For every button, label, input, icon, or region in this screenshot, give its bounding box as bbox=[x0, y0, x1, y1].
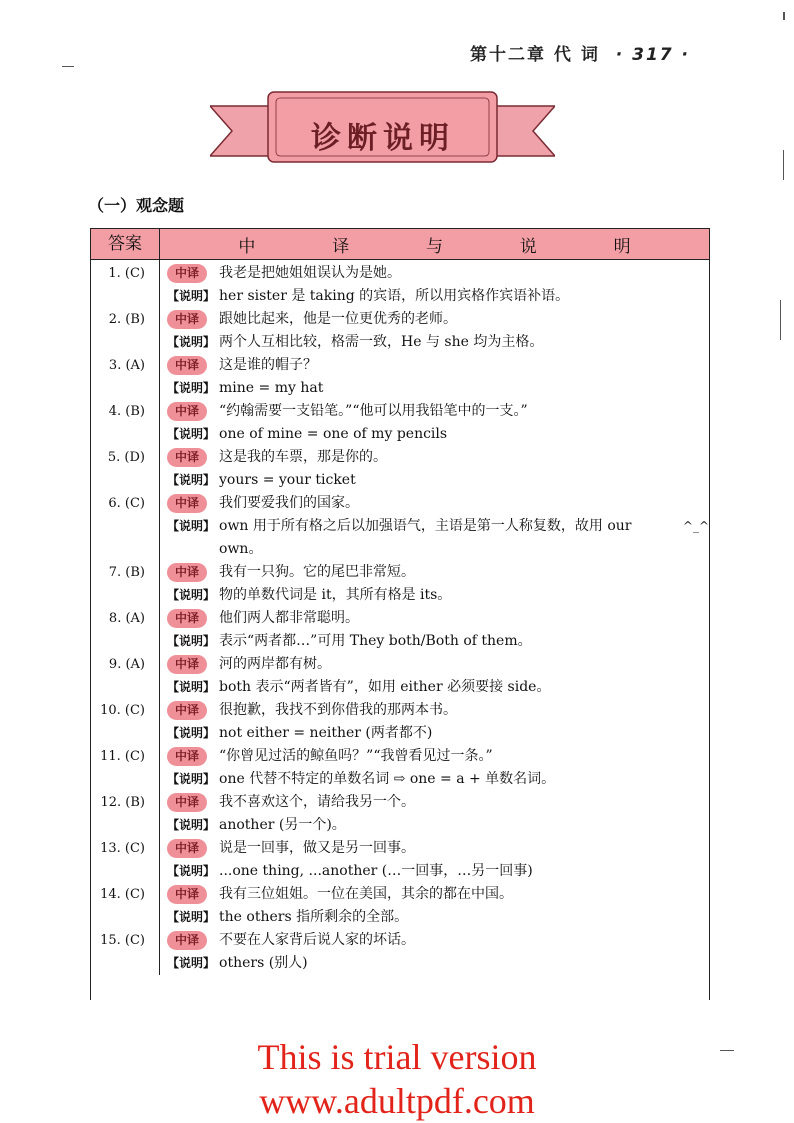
translation-text: 他们两人都非常聪明。 bbox=[219, 610, 359, 626]
answer-number: 15. (C) bbox=[100, 933, 145, 948]
translation-line bbox=[167, 561, 709, 584]
translation-line bbox=[167, 699, 709, 722]
note-label: 【说明】 bbox=[167, 680, 216, 694]
header-char: 说 bbox=[519, 236, 537, 257]
translation-tag: 中译 bbox=[167, 356, 207, 375]
translation-line bbox=[167, 837, 709, 860]
header-char: 中 bbox=[238, 236, 256, 257]
note-label: 【说明】 bbox=[167, 818, 216, 832]
running-header bbox=[470, 40, 690, 65]
translation-line bbox=[167, 607, 709, 630]
table-row bbox=[91, 561, 709, 607]
answer-explanation bbox=[159, 492, 709, 561]
answer-explanation bbox=[159, 837, 709, 883]
translation-text: 我们要爱我们的国家。 bbox=[219, 495, 359, 511]
table-row bbox=[91, 791, 709, 837]
note-label: 【说明】 bbox=[167, 864, 216, 878]
note-line bbox=[167, 630, 709, 653]
note-text: both 表示“两者皆有”，如用 either 必须要接 side。 bbox=[219, 679, 551, 695]
answer-explanation bbox=[159, 400, 709, 446]
translation-tag: 中译 bbox=[167, 448, 207, 467]
note-text: one 代替不特定的单数名词 ⇨ one = a + 单数名词。 bbox=[219, 771, 556, 787]
note-label: 【说明】 bbox=[167, 473, 216, 487]
page-number: · 317 · bbox=[615, 45, 691, 65]
table-row bbox=[91, 308, 709, 354]
note-line bbox=[167, 906, 709, 929]
answer-explanation bbox=[159, 929, 709, 975]
note-text: the others 指所剩余的全部。 bbox=[219, 909, 409, 925]
translation-tag: 中译 bbox=[167, 402, 207, 421]
translation-line bbox=[167, 400, 709, 423]
answer-number: 2. (B) bbox=[108, 312, 145, 327]
note-label: 【说明】 bbox=[167, 588, 216, 602]
note-label: 【说明】 bbox=[167, 335, 216, 349]
header-char: 译 bbox=[332, 236, 350, 257]
translation-tag: 中译 bbox=[167, 264, 207, 283]
answer-explanation bbox=[159, 607, 709, 653]
translation-text: 不要在人家背后说人家的坏话。 bbox=[219, 932, 415, 948]
translation-text: 我有三位姐姐。一位在美国，其余的都在中国。 bbox=[219, 886, 513, 902]
caret-mark: ^_^ bbox=[682, 519, 709, 533]
table-row bbox=[91, 699, 709, 745]
chapter-title: 第十二章 代 词 bbox=[470, 45, 600, 65]
translation-text: “你曾见过活的鲸鱼吗？”“我曾看见过一条。” bbox=[219, 748, 493, 764]
translation-line bbox=[167, 354, 709, 377]
note-line bbox=[167, 515, 709, 561]
note-text: not either = neither (两者都不) bbox=[219, 725, 433, 741]
translation-line bbox=[167, 653, 709, 676]
note-line bbox=[167, 331, 709, 354]
watermark-line-2: www.adultpdf.com bbox=[259, 1081, 535, 1121]
answer-number: 5. (D) bbox=[107, 450, 145, 465]
answer-number: 1. (C) bbox=[108, 266, 145, 281]
note-label: 【说明】 bbox=[167, 956, 216, 970]
table-body bbox=[91, 260, 709, 975]
table-row bbox=[91, 446, 709, 492]
note-text: one of mine = one of my pencils bbox=[219, 426, 448, 442]
answer-explanation bbox=[159, 561, 709, 607]
answer-explanation bbox=[159, 791, 709, 837]
note-label: 【说明】 bbox=[167, 772, 216, 786]
answer-number: 3. (A) bbox=[108, 358, 145, 373]
answer-explanation bbox=[159, 653, 709, 699]
translation-text: 我不喜欢这个，请给我另一个。 bbox=[219, 794, 415, 810]
translation-text: “约翰需要一支铅笔。”“他可以用我铅笔中的一支。” bbox=[219, 403, 528, 419]
note-text: 两个人互相比较，格需一致，He 与 she 均为主格。 bbox=[219, 334, 544, 350]
note-line bbox=[167, 285, 709, 308]
answer-number: 14. (C) bbox=[100, 887, 145, 902]
table-row bbox=[91, 400, 709, 446]
translation-text: 我有一只狗。它的尾巴非常短。 bbox=[219, 564, 415, 580]
table-row bbox=[91, 837, 709, 883]
note-label: 【说明】 bbox=[167, 289, 216, 303]
note-line bbox=[167, 423, 709, 446]
translation-line bbox=[167, 745, 709, 768]
note-text: own 用于所有格之后以加强语气，主语是第一人称复数，故用 our own。 bbox=[219, 518, 632, 557]
translation-tag: 中译 bbox=[167, 609, 207, 628]
note-label: 【说明】 bbox=[167, 634, 216, 648]
translation-tag: 中译 bbox=[167, 885, 207, 904]
translation-line bbox=[167, 492, 709, 515]
table-row bbox=[91, 262, 709, 308]
answer-explanation bbox=[159, 883, 709, 929]
note-line bbox=[167, 768, 709, 791]
note-text: 表示“两者都…”可用 They both/Both of them。 bbox=[219, 633, 532, 649]
translation-text: 这是谁的帽子？ bbox=[219, 357, 317, 373]
translation-text: 说是一回事，做又是另一回事。 bbox=[219, 840, 415, 856]
translation-line bbox=[167, 446, 709, 469]
answer-explanation bbox=[159, 354, 709, 400]
note-text: her sister 是 taking 的宾语，所以用宾格作宾语补语。 bbox=[219, 288, 570, 304]
answer-explanation bbox=[159, 262, 709, 308]
note-label: 【说明】 bbox=[167, 519, 216, 533]
answer-number: 7. (B) bbox=[108, 565, 145, 580]
note-line bbox=[167, 377, 709, 400]
answer-number: 6. (C) bbox=[108, 496, 145, 511]
header-char: 明 bbox=[613, 236, 631, 257]
answer-explanation bbox=[159, 745, 709, 791]
note-text: 物的单数代词是 it，其所有格是 its。 bbox=[219, 587, 452, 603]
translation-text: 河的两岸都有树。 bbox=[219, 656, 331, 672]
table-row bbox=[91, 354, 709, 400]
section-title: （一）观念题 bbox=[88, 196, 185, 215]
translation-tag: 中译 bbox=[167, 931, 207, 950]
answer-number: 9. (A) bbox=[108, 657, 145, 672]
answer-number: 4. (B) bbox=[108, 404, 145, 419]
translation-tag: 中译 bbox=[167, 310, 207, 329]
translation-text: 这是我的车票，那是你的。 bbox=[219, 449, 387, 465]
table-row bbox=[91, 929, 709, 975]
note-label: 【说明】 bbox=[167, 910, 216, 924]
table-row bbox=[91, 607, 709, 653]
answer-column-header: 答案 bbox=[91, 229, 160, 259]
translation-tag: 中译 bbox=[167, 839, 207, 858]
note-text: another (另一个)。 bbox=[219, 817, 346, 833]
translation-tag: 中译 bbox=[167, 655, 207, 674]
translation-tag: 中译 bbox=[167, 494, 207, 513]
note-label: 【说明】 bbox=[167, 726, 216, 740]
table-row bbox=[91, 883, 709, 929]
banner-title: 诊断说明 bbox=[311, 121, 455, 156]
translation-tag: 中译 bbox=[167, 747, 207, 766]
note-line bbox=[167, 952, 709, 975]
translation-text: 跟她比起来，他是一位更优秀的老师。 bbox=[219, 311, 457, 327]
translation-line bbox=[167, 929, 709, 952]
table-row bbox=[91, 492, 709, 561]
note-label: 【说明】 bbox=[167, 381, 216, 395]
header-char: 与 bbox=[425, 236, 443, 257]
note-line bbox=[167, 584, 709, 607]
answer-number: 13. (C) bbox=[100, 841, 145, 856]
translation-tag: 中译 bbox=[167, 793, 207, 812]
translation-text: 我老是把她姐姐误认为是她。 bbox=[219, 265, 401, 281]
note-line bbox=[167, 814, 709, 837]
answer-table bbox=[90, 228, 710, 1000]
answer-number: 11. (C) bbox=[100, 749, 145, 764]
note-text: ...one thing, ...another (…一回事，…另一回事) bbox=[219, 863, 533, 879]
watermark-line-1: This is trial version bbox=[257, 1037, 537, 1077]
note-line bbox=[167, 676, 709, 699]
translation-tag: 中译 bbox=[167, 563, 207, 582]
translation-text: 很抱歉，我找不到你借我的那两本书。 bbox=[219, 702, 457, 718]
note-text: yours = your ticket bbox=[219, 472, 356, 488]
table-header bbox=[91, 228, 709, 260]
answer-number: 8. (A) bbox=[108, 611, 145, 626]
note-line bbox=[167, 469, 709, 492]
answer-explanation bbox=[159, 699, 709, 745]
note-label: 【说明】 bbox=[167, 427, 216, 441]
table-row bbox=[91, 745, 709, 791]
column-divider bbox=[159, 260, 160, 975]
answer-number: 12. (B) bbox=[100, 795, 145, 810]
translation-tag: 中译 bbox=[167, 701, 207, 720]
note-text: others (别人) bbox=[219, 955, 308, 971]
note-line bbox=[167, 722, 709, 745]
note-line bbox=[167, 860, 709, 883]
answer-explanation bbox=[159, 308, 709, 354]
description-column-header bbox=[160, 232, 709, 257]
translation-line bbox=[167, 308, 709, 331]
translation-line bbox=[167, 262, 709, 285]
answer-number: 10. (C) bbox=[100, 703, 145, 718]
note-text: mine = my hat bbox=[219, 380, 324, 396]
translation-line bbox=[167, 883, 709, 906]
table-row bbox=[91, 653, 709, 699]
translation-line bbox=[167, 791, 709, 814]
answer-explanation bbox=[159, 446, 709, 492]
